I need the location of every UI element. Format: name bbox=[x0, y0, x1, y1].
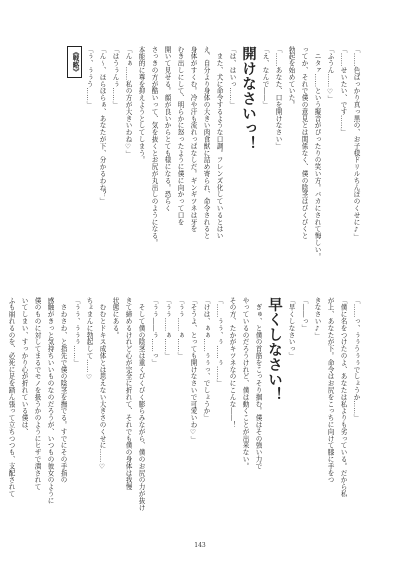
text-line: 「ん～、ほらほらぁ、あなたが下、分かるわね？」 bbox=[98, 46, 106, 205]
emphasis-line: 早くしなさい！ bbox=[266, 297, 283, 402]
emphasis-line: 開けなさいっ！ bbox=[240, 46, 257, 151]
text-line: 「……色ばっかり真っ黒の、お子様ドリルちんぽのくせに♪」 bbox=[352, 46, 360, 241]
text-line: ふも崩れるのを、必死に足を踏ん張って立ちつつも、支配されて bbox=[7, 297, 15, 498]
text-line: 開いて見せる。顔が良いからとても様になる。恐らく bbox=[163, 46, 171, 212]
text-line: 「ぅぅ……ぁ……」 bbox=[163, 297, 171, 360]
text-line: また、犬に命令するような口調。フレンズ化しているとはい bbox=[215, 46, 223, 240]
page-number: 143 bbox=[194, 542, 206, 549]
text-line: ちょまんに勃起して……♡ bbox=[85, 297, 93, 382]
text-line: 「……せいたい、です……」 bbox=[339, 46, 347, 136]
text-line: 「……あなた、口を開けなさい」 bbox=[274, 46, 282, 150]
text-line: 「そうよ、とっても開けなさいで可愛いわ♡」 bbox=[189, 297, 197, 444]
text-line: そして僕の陰茎は重くびくびく膨らみながら、僕のお尻の力が抜け bbox=[137, 297, 145, 511]
text-line: 「――っ」 bbox=[300, 297, 308, 332]
text-line: ってか、それで僕の意見とは関係なく、僕の陰茎はびくびくと bbox=[300, 46, 308, 240]
text-line: 勃起を始めていた。 bbox=[287, 46, 295, 109]
text-line: 「ぅ、ぅぅう……」 bbox=[85, 46, 93, 109]
text-line: 「ぅぅ……ぁ……」 bbox=[176, 297, 184, 360]
text-line: ぎゅ、と僕の首筋をこっそり掴む。僕はその強い力で bbox=[254, 297, 262, 470]
text-line: 「はうぅんぅ……」 bbox=[111, 46, 119, 109]
text-line: え、自分より身体の大きい肉食獣に詰め寄られ、命令されると bbox=[202, 46, 210, 240]
text-line: きて締めるけれど心が完全に折れて、それでも僕の身体は我慢 bbox=[124, 297, 132, 491]
text-line: その方、たかがキツネなのにこんな――！ bbox=[228, 297, 236, 429]
text-line: むき出しにして、明らかに怒ったように僕に向かって口を bbox=[176, 46, 184, 226]
text-line: 状態にある。 bbox=[111, 297, 119, 339]
text-line: 「は、はいっ……」 bbox=[228, 46, 236, 109]
text-line: が上、あなたが下。命令はお尻をこっちに向けて膝に手をつ bbox=[326, 297, 334, 484]
text-line: 「早くしなさいっ」 bbox=[287, 297, 295, 360]
lower-text-block bbox=[4, 297, 362, 515]
boxed-tag-line: 《戦略》 bbox=[67, 46, 82, 264]
text-line: きなさい♪」 bbox=[313, 297, 321, 340]
text-line: 「んぁ……私の方が大きいわね♡」 bbox=[124, 46, 132, 158]
text-line: 「ぅぅ、ぅぅぅ……」 bbox=[72, 297, 80, 366]
text-line: むむとドキス成体とは思えない大きさのくせに……♡ bbox=[98, 297, 106, 471]
text-line: 僕のものに対してまるでモノを扱うかのようにヒザで潰されて bbox=[33, 297, 41, 491]
text-line: 「……っ、ぅぅうぅぅでしょうか……」 bbox=[352, 297, 360, 422]
text-line: 「僕に名をつけたのよ、あなたは私よりも劣っている。だから私 bbox=[339, 297, 347, 498]
text-line: 身体がすくむ。冷や汗も流れっぱなしだ。ギンギツネは牙を bbox=[189, 46, 197, 233]
text-line: さっきの方が酷いって、気を抜くとお尻が丸出しのようになる。 bbox=[150, 46, 158, 247]
upper-text-block bbox=[67, 46, 362, 264]
text-line: 本能的に尊を抑えようとしてしまう。 bbox=[137, 46, 145, 164]
text-line: 「けは、ぁぁ……ぅぅっ、でしょうか」 bbox=[202, 297, 210, 422]
text-line: 「……ぅぅ、ぅ……ぅ……」 bbox=[215, 297, 223, 387]
text-line: ニタァ……という擬音がぴったりの笑い方。バカにされて悔しい。 bbox=[313, 46, 321, 260]
text-line: いてしまい、すっかり心が折れている僕は、 bbox=[20, 297, 28, 435]
text-line: やっているのだろうけれど、僕は動くことが出来ない。 bbox=[241, 297, 249, 470]
text-line: 「ふうん……♡」 bbox=[326, 46, 334, 103]
text-line: 感触がきっと気持ちいいものなのだろうが、いつもの彼女のように bbox=[46, 297, 54, 504]
text-line: 「ぅぅ――ぅ……っ」 bbox=[150, 297, 158, 366]
text-line: 「え、なんで――」 bbox=[261, 46, 269, 109]
text-line: さわさわ、と指先で僕の陰茎を撫でる。すでにその手指の bbox=[59, 297, 67, 484]
